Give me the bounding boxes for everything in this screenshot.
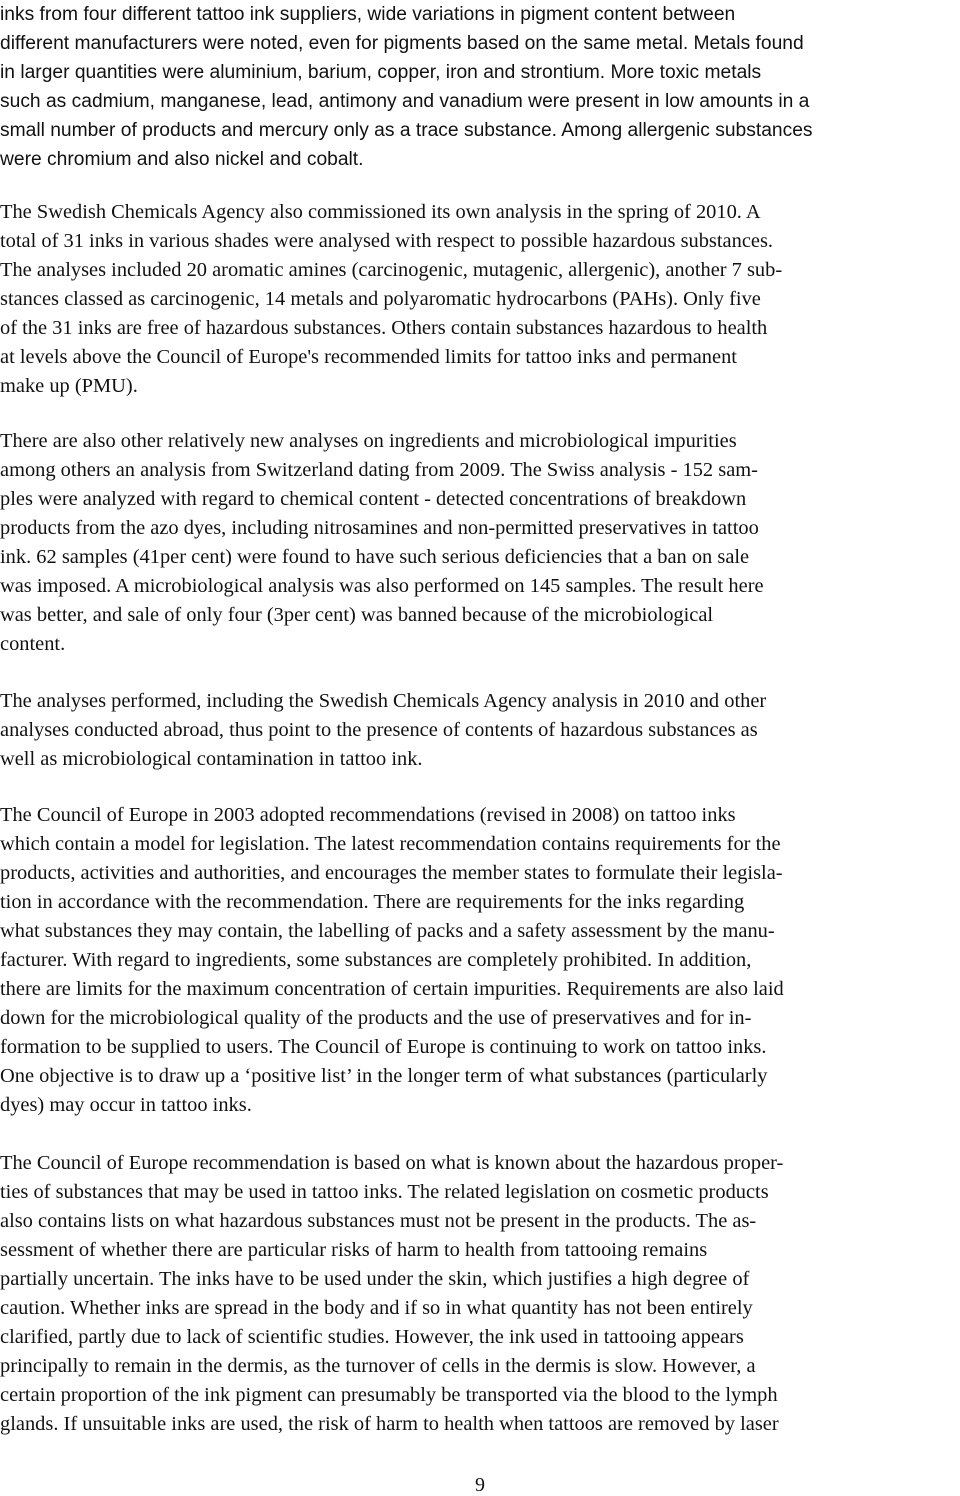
text-line: were chromium and also nickel and cobalt.: [0, 149, 364, 170]
page-number: 9: [475, 1474, 485, 1496]
text-line: formation to be supplied to users. The Council of Europe is continuing to work on tattoo inks.: [0, 1036, 767, 1058]
text-line: such as cadmium, manganese, lead, antimony and vanadium were present in low amounts in a: [0, 91, 810, 112]
text-line: tion in accordance with the recommendation. There are requirements for the inks regarding: [0, 891, 745, 913]
text-line: was imposed. A microbiological analysis was also performed on 145 samples. The result here: [0, 575, 764, 597]
text-line: dyes) may occur in tattoo inks.: [0, 1094, 252, 1116]
text-line: partially uncertain. The inks have to be used under the skin, which justifies a high degree of: [0, 1268, 750, 1290]
text-line: content.: [0, 633, 66, 655]
text-line: in larger quantities were aluminium, barium, copper, iron and strontium. More toxic metals: [0, 62, 762, 83]
text-line: principally to remain in the dermis, as the turnover of cells in the dermis is slow. However, a: [0, 1355, 756, 1377]
text-line: there are limits for the maximum concentration of certain impurities. Requirements are also laid: [0, 978, 784, 1000]
text-line: was better, and sale of only four (3per cent) was banned because of the microbiological: [0, 604, 714, 626]
text-line: analyses conducted abroad, thus point to the presence of contents of hazardous substances as: [0, 719, 758, 741]
text-line: ties of substances that may be used in tattoo inks. The related legislation on cosmetic products: [0, 1181, 769, 1203]
text-line: The analyses performed, including the Swedish Chemicals Agency analysis in 2010 and other: [0, 690, 767, 712]
text-line: make up (PMU).: [0, 375, 138, 397]
text-line: also contains lists on what hazardous substances must not be present in the products. The as-: [0, 1210, 757, 1232]
text-line: The Council of Europe in 2003 adopted recommendations (revised in 2008) on tattoo inks: [0, 804, 736, 826]
text-line: which contain a model for legislation. The latest recommendation contains requirements for the: [0, 833, 781, 855]
text-line: what substances they may contain, the labelling of packs and a safety assessment by the manu-: [0, 920, 775, 942]
text-line: inks from four different tattoo ink suppliers, wide variations in pigment content between: [0, 4, 736, 25]
text-line: down for the microbiological quality of the products and the use of preservatives and for in-: [0, 1007, 752, 1029]
text-line: small number of products and mercury only as a trace substance. Among allergenic substances: [0, 120, 813, 141]
text-line: products, activities and authorities, and encourages the member states to formulate their legisla-: [0, 862, 783, 884]
text-line: facturer. With regard to ingredients, some substances are completely prohibited. In addition,: [0, 949, 752, 971]
text-line: among others an analysis from Switzerland dating from 2009. The Swiss analysis - 152 sam-: [0, 459, 758, 481]
paragraph-swedish-analysis: [0, 198, 960, 401]
text-line: different manufacturers were noted, even for pigments based on the same metal. Metals found: [0, 33, 804, 54]
text-line: products from the azo dyes, including nitrosamines and non-permitted preservatives in tattoo: [0, 517, 759, 539]
text-line: well as microbiological contamination in tattoo ink.: [0, 748, 423, 770]
text-line: sessment of whether there are particular risks of harm to health from tattooing remains: [0, 1239, 708, 1261]
text-line: total of 31 inks in various shades were analysed with respect to possible hazardous substances.: [0, 230, 774, 252]
text-line: The analyses included 20 aromatic amines (carcinogenic, mutagenic, allergenic), another 7 sub-: [0, 259, 783, 281]
text-line: One objective is to draw up a ‘positive list’ in the longer term of what substances (particularly: [0, 1065, 768, 1087]
text-line: of the 31 inks are free of hazardous substances. Others contain substances hazardous to health: [0, 317, 768, 339]
text-line: ples were analyzed with regard to chemical content - detected concentrations of breakdown: [0, 488, 747, 510]
text-line: clarified, partly due to lack of scientific studies. However, the ink used in tattooing appears: [0, 1326, 744, 1348]
paragraph-hazard-basis: [0, 1149, 960, 1439]
text-line: at levels above the Council of Europe's recommended limits for tattoo inks and permanent: [0, 346, 737, 368]
text-line: certain proportion of the ink pigment can presumably be transported via the blood to the lymph: [0, 1384, 778, 1406]
text-line: caution. Whether inks are spread in the body and if so in what quantity has not been entirely: [0, 1297, 753, 1319]
paragraph-conclusion: [0, 687, 960, 774]
paragraph-council-recommendations: [0, 801, 960, 1120]
text-line: The Swedish Chemicals Agency also commissioned its own analysis in the spring of 2010. A: [0, 201, 761, 223]
text-line: There are also other relatively new analyses on ingredients and microbiological impurities: [0, 430, 737, 452]
text-line: The Council of Europe recommendation is based on what is known about the hazardous proper-: [0, 1152, 784, 1174]
paragraph-metals: [0, 0, 960, 174]
text-line: ink. 62 samples (41per cent) were found to have such serious deficiencies that a ban on sale: [0, 546, 750, 568]
paragraph-swiss-analysis: [0, 427, 960, 659]
text-line: stances classed as carcinogenic, 14 metals and polyaromatic hydrocarbons (PAHs). Only five: [0, 288, 761, 310]
text-line: glands. If unsuitable inks are used, the risk of harm to health when tattoos are removed by laser: [0, 1413, 779, 1435]
